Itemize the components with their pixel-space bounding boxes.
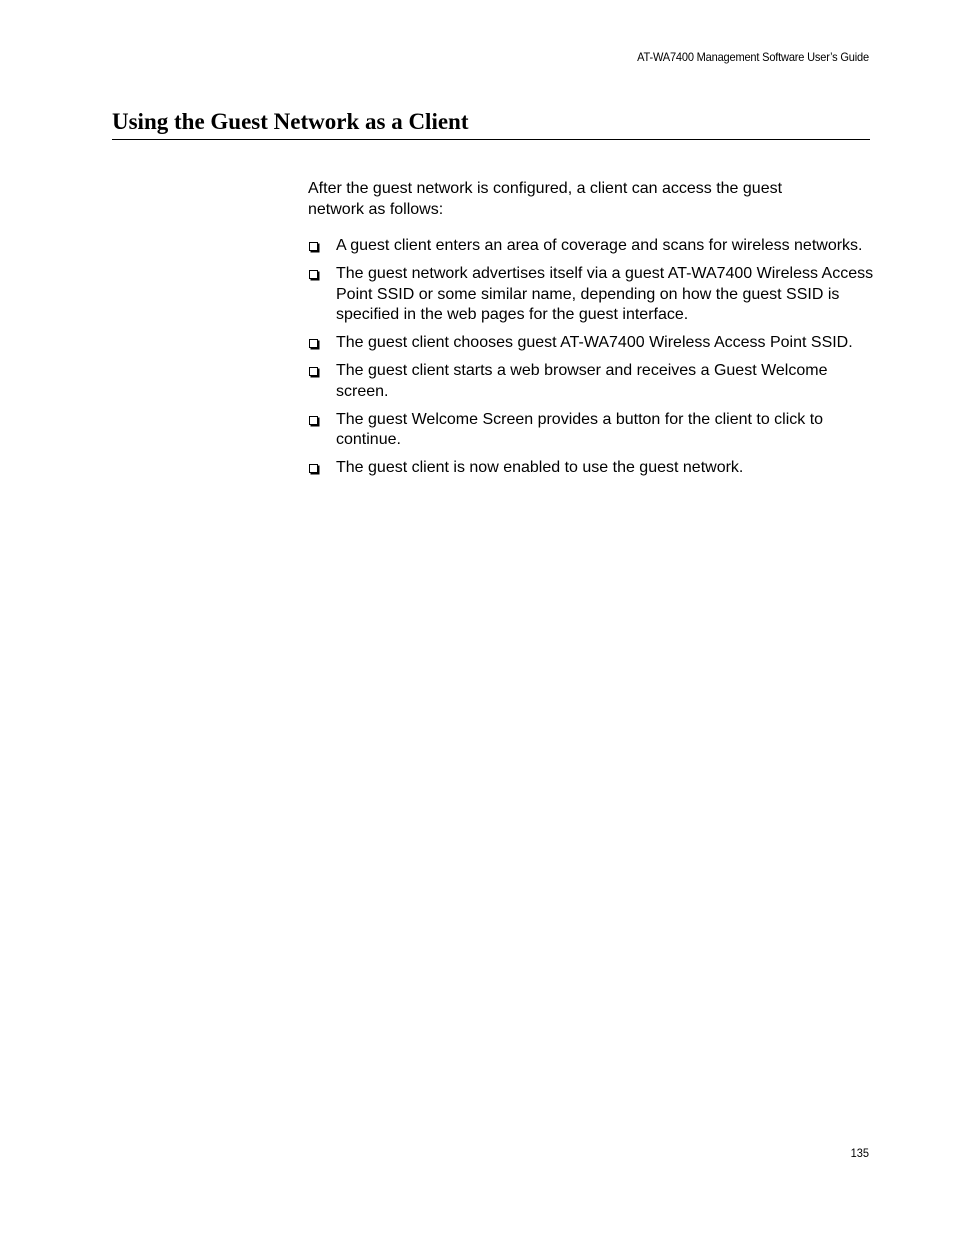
list-item-text: The guest network advertises itself via a guest AT-WA7400 Wireless Access Point SSID or some similar name, depending on how the guest SSID is specified in the web pages for the guest interface. (336, 265, 874, 323)
list-item (308, 361, 874, 402)
section-body (308, 179, 874, 486)
list-item (308, 333, 874, 354)
square-bullet-icon (309, 270, 318, 279)
square-bullet-icon (309, 339, 318, 348)
list-item-text: The guest Welcome Screen provides a button for the client to click to continue. (336, 410, 824, 448)
square-bullet-icon (309, 242, 318, 251)
intro-paragraph: After the guest network is configured, a client can access the guest network as follows: (308, 180, 783, 218)
list-item-text: The guest client chooses guest AT-WA7400 Wireless Access Point SSID. (336, 334, 853, 351)
list-item (308, 458, 874, 479)
list-item (308, 264, 874, 326)
steps-bullet-list (308, 236, 874, 479)
list-item-text: The guest client starts a web browser and receives a Guest Welcome screen. (336, 362, 828, 400)
page-number: 135 (850, 1146, 869, 1160)
square-bullet-icon (309, 416, 318, 425)
title-underline-divider (112, 139, 870, 140)
square-bullet-icon (309, 367, 318, 376)
list-item (308, 410, 874, 451)
list-item-text: A guest client enters an area of coverage and scans for wireless networks. (336, 237, 863, 254)
section-title: Using the Guest Network as a Client (112, 109, 469, 134)
list-item-text: The guest client is now enabled to use the guest network. (336, 459, 744, 476)
square-bullet-icon (309, 464, 318, 473)
list-item (308, 236, 874, 257)
running-header: AT-WA7400 Management Software User’s Guide (637, 50, 869, 64)
